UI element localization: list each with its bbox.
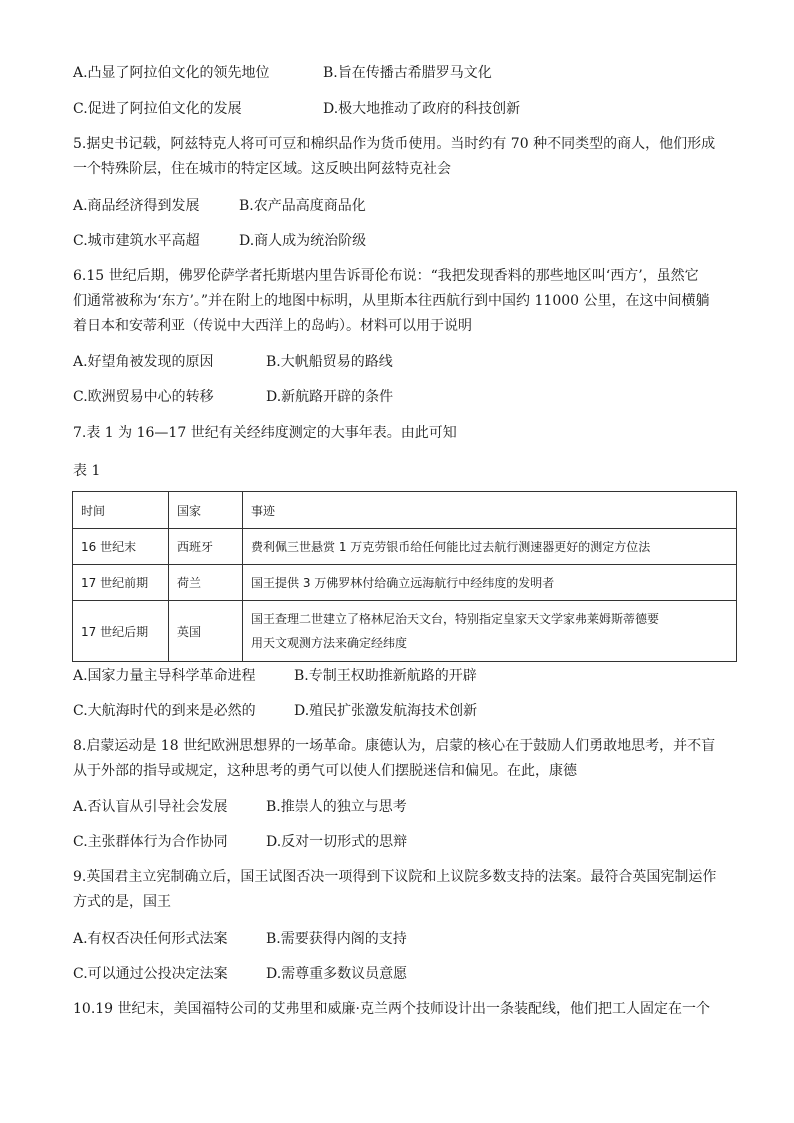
q5-stem-line-1: 5.据史书记载，阿兹特克人将可可豆和棉织品作为货币使用。当时约有 70 种不同类型的商人，他们形成 [73, 136, 716, 152]
table-header-event: 事迹 [243, 492, 737, 529]
q7-option-a: A.国家力量主导科学革命进程 [73, 668, 256, 684]
table-cell-event-line-1: 国王查理二世建立了格林尼治天文台，特别指定皇家天文学家弗莱姆斯蒂德要 [251, 612, 660, 626]
table-row [73, 529, 737, 565]
q5-option-a: A.商品经济得到发展 [73, 198, 200, 214]
q9-option-b: B.需要获得内阁的支持 [266, 931, 407, 947]
q7-stem: 7.表 1 为 16—17 世纪有关经纬度测定的大事年表。由此可知 [73, 425, 457, 441]
table-cell-event: 国王提供 3 万佛罗林付给确立远海航行中经纬度的发明者 [243, 565, 737, 601]
table-cell-time: 16 世纪末 [73, 529, 169, 565]
q4-option-c: C.促进了阿拉伯文化的发展 [73, 101, 242, 117]
q7-table-label: 表 1 [73, 463, 101, 479]
q6-stem-line-2: 们通常被称为‘东方’。”并在附上的地图中标明，从里斯本往西航行到中国约 11000 公里，在这中间横躺 [73, 293, 710, 309]
q7-option-d: D.殖民扩张激发航海技术创新 [294, 703, 478, 719]
q9-option-a: A.有权否决任何形式法案 [73, 931, 228, 947]
q9-option-c: C.可以通过公投决定法案 [73, 966, 228, 982]
table-cell-event [243, 601, 737, 662]
q8-stem-line-1: 8.启蒙运动是 18 世纪欧洲思想界的一场革命。康德认为，启蒙的核心在于鼓励人们勇敢地思考，并不盲 [73, 738, 716, 754]
q7-option-c: C.大航海时代的到来是必然的 [73, 703, 256, 719]
q5-option-b: B.农产品高度商品化 [239, 198, 366, 214]
q6-stem-line-3: 着日本和安蒂利亚（传说中大西洋上的岛屿）。材料可以用于说明 [73, 318, 472, 334]
q9-stem-line-1: 9.英国君主立宪制确立后，国王试图否决一项得到下议院和上议院多数支持的法案。最符合英国宪制运作 [73, 869, 717, 885]
q6-option-b: B.大帆船贸易的路线 [266, 354, 393, 370]
q5-option-c: C.城市建筑水平高超 [73, 233, 200, 249]
table-row [73, 601, 737, 662]
q4-option-a: A.凸显了阿拉伯文化的领先地位 [73, 65, 270, 81]
q7-option-b: B.专制王权助推新航路的开辟 [294, 668, 477, 684]
q8-option-c: C.主张群体行为合作协同 [73, 834, 228, 850]
q4-option-b: B.旨在传播古希腊罗马文化 [323, 65, 492, 81]
q8-option-d: D.反对一切形式的思辩 [266, 834, 408, 850]
table-cell-time: 17 世纪前期 [73, 565, 169, 601]
q10-stem: 10.19 世纪末，美国福特公司的艾弗里和威廉·克兰两个技师设计出一条装配线，他们把工人固定在一个 [73, 1001, 710, 1017]
q6-option-d: D.新航路开辟的条件 [266, 389, 394, 405]
q5-option-d: D.商人成为统治阶级 [239, 233, 367, 249]
table-header-time: 时间 [73, 492, 169, 529]
q9-stem-line-2: 方式的是，国王 [73, 894, 171, 910]
q4-option-d: D.极大地推动了政府的科技创新 [323, 101, 521, 117]
q5-stem-line-2: 一个特殊阶层，住在城市的特定区域。这反映出阿兹特克社会 [73, 161, 451, 177]
q6-stem-line-1: 6.15 世纪后期，佛罗伦萨学者托斯堪内里告诉哥伦布说：“我把发现香料的那些地区叫‘西方’，虽然它 [73, 268, 699, 284]
q8-stem-line-2: 从于外部的指导或规定，这种思考的勇气可以使人们摆脱迷信和偏见。在此，康德 [73, 763, 577, 779]
q8-option-a: A.否认盲从引导社会发展 [73, 799, 228, 815]
q8-option-b: B.推崇人的独立与思考 [266, 799, 407, 815]
table-header-country: 国家 [169, 492, 243, 529]
q6-option-c: C.欧洲贸易中心的转移 [73, 389, 214, 405]
q6-option-a: A.好望角被发现的原因 [73, 354, 214, 370]
q9-option-d: D.需尊重多数议员意愿 [266, 966, 408, 982]
table-cell-country: 西班牙 [169, 529, 243, 565]
table-cell-country: 英国 [169, 601, 243, 662]
table-cell-event: 费利佩三世悬赏 1 万克劳银币给任何能比过去航行测速器更好的测定方位法 [243, 529, 737, 565]
table-cell-event-line-2: 用天文观测方法来确定经纬度 [251, 636, 408, 650]
table-cell-time: 17 世纪后期 [73, 601, 169, 662]
table-header-row [73, 492, 737, 529]
q7-table [72, 491, 737, 662]
table-row [73, 565, 737, 601]
table-cell-country: 荷兰 [169, 565, 243, 601]
